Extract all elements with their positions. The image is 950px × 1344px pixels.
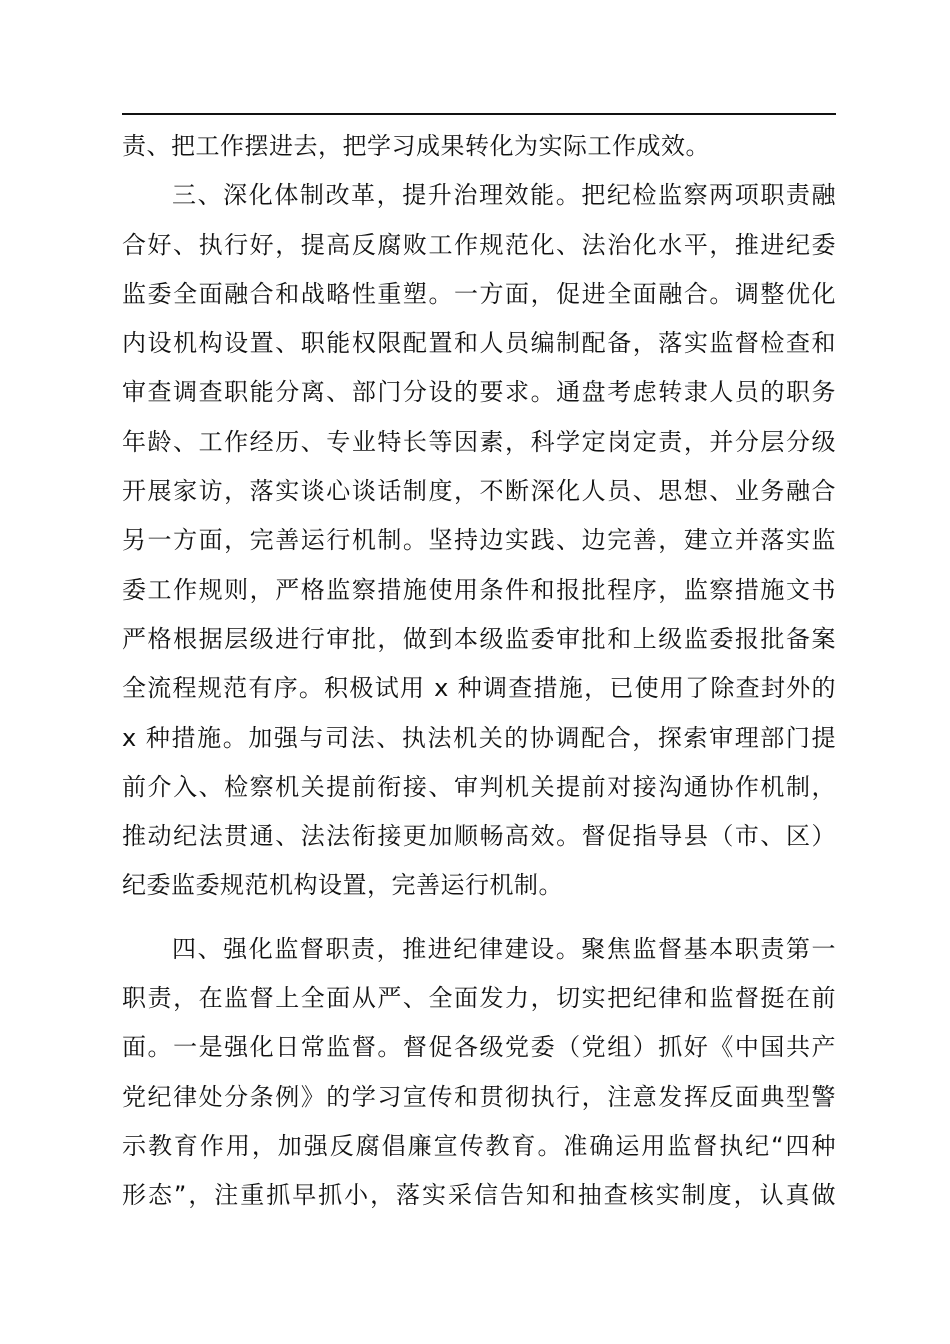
text-line: 内设机构设置、职能权限配置和人员编制配备，落实监督检查和 [122, 329, 836, 358]
text-line: 示教育作用，加强反腐倡廉宣传教育。准确运用监督执纪“四种 [122, 1131, 836, 1160]
text-line: 推动纪法贯通、法法衔接更加顺畅高效。督促指导县（市、区） [122, 822, 836, 851]
text-line: 责、把工作摆进去，把学习成果转化为实际工作成效。 [122, 132, 710, 160]
header-rule [122, 113, 836, 115]
text-line: 监委全面融合和战略性重塑。一方面，促进全面融合。调整优化 [122, 279, 836, 308]
text-line: 纪委监委规范机构设置，完善运行机制。 [122, 871, 563, 900]
text-line: 委工作规则，严格监察措施使用条件和报批程序，监察措施文书 [122, 575, 836, 604]
text-line: 开展家访，落实谈心谈话制度，不断深化人员、思想、业务融合 [122, 477, 836, 506]
text-line: x 种措施。加强与司法、执法机关的协调配合，探索审理部门提 [122, 723, 836, 752]
paragraph-gap [122, 911, 836, 925]
section-heading-three: 三、深化体制改革，提升治理效能。把纪检监察两项职责融 [172, 181, 836, 210]
text-line: 年龄、工作经历、专业特长等因素，科学定岗定责，并分层分级 [122, 427, 836, 456]
text-line: 面。一是强化日常监督。督促各级党委（党组）抓好《中国共产 [122, 1033, 836, 1062]
text-line: 全流程规范有序。积极试用 x 种调查措施，已使用了除查封外的 [122, 674, 836, 703]
text-line: 职责，在监督上全面从严、全面发力，切实把纪律和监督挺在前 [122, 984, 836, 1013]
text-line: 形态”，注重抓早抓小，落实采信告知和抽查核实制度，认真做 [122, 1181, 836, 1210]
text-line: 审查调查职能分离、部门分设的要求。通盘考虑转隶人员的职务 [122, 378, 836, 407]
text-line: 前介入、检察机关提前衔接、审判机关提前对接沟通协作机制， [122, 772, 836, 801]
text-line: 合好、执行好，提高反腐败工作规范化、法治化水平，推进纪委 [122, 230, 836, 259]
text-line: 党纪律处分条例》的学习宣传和贯彻执行，注意发挥反面典型警 [122, 1082, 836, 1111]
document-body [122, 122, 836, 1221]
text-line: 另一方面，完善运行机制。坚持边实践、边完善，建立并落实监 [122, 526, 836, 555]
text-line: 严格根据层级进行审批，做到本级监委审批和上级监委报批备案 [122, 624, 836, 653]
section-heading-four: 四、强化监督职责，推进纪律建设。聚焦监督基本职责第一 [172, 934, 836, 963]
